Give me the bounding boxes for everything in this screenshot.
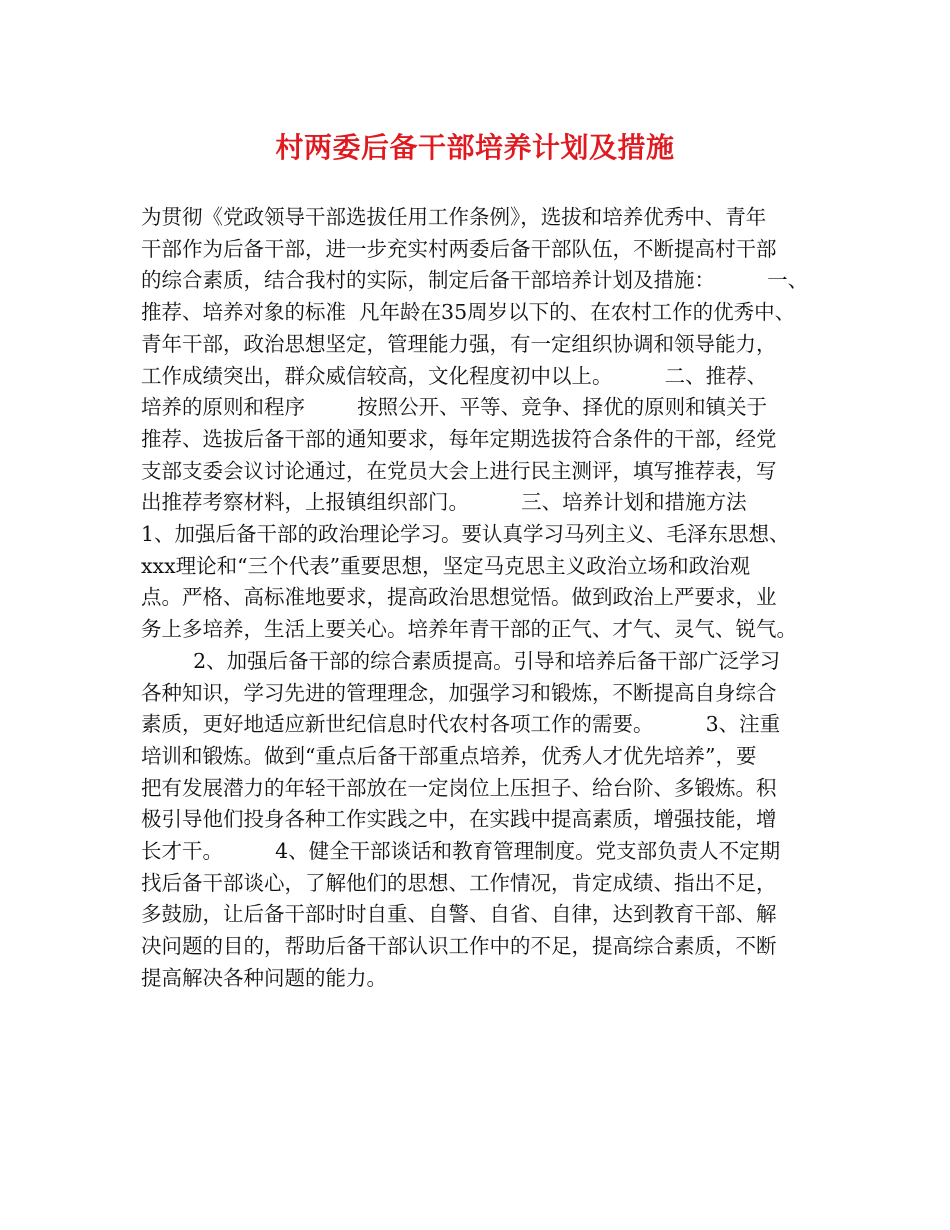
document-body bbox=[141, 202, 831, 995]
body-line: 干部作为后备干部，进一步充实村两委后备干部队伍，不断提高村干部 bbox=[141, 236, 777, 261]
body-line: 2、加强后备干部的综合素质提高。引导和培养后备干部广泛学习 bbox=[141, 648, 781, 673]
body-line: 长才干。 4、健全干部谈话和教育管理制度。党支部负责人不定期 bbox=[141, 839, 781, 864]
body-line: 支部支委会议讨论通过，在党员大会上进行民主测评，填写推荐表，写 bbox=[141, 458, 777, 483]
body-line: 培训和锻炼。做到“重点后备干部重点培养，优秀人才优先培养”，要 bbox=[141, 743, 757, 768]
body-line: 素质，更好地适应新世纪信息时代农村各项工作的需要。 3、注重 bbox=[141, 712, 781, 737]
body-line: 的综合素质，结合我村的实际，制定后备干部培养计划及措施： 一、 bbox=[141, 268, 809, 293]
body-line: 点。严格、高标准地要求，提高政治思想觉悟。做到政治上严要求，业 bbox=[141, 585, 777, 610]
body-line: 找后备干部谈心，了解他们的思想、工作情况，肯定成绩、指出不足， bbox=[141, 870, 777, 895]
body-line: xxx理论和“三个代表”重要思想，坚定马克思主义政治立场和政治观 bbox=[141, 553, 751, 578]
body-line: 极引导他们投身各种工作实践之中，在实践中提高素质，增强技能，增 bbox=[141, 807, 777, 832]
body-line: 推荐、培养对象的标准 凡年龄在35周岁以下的、在农村工作的优秀中、 bbox=[141, 300, 796, 325]
document-title: 村两委后备干部培养计划及措施 bbox=[275, 131, 675, 164]
body-line: 各种知识，学习先进的管理理念，加强学习和锻炼，不断提高自身综合 bbox=[141, 680, 777, 705]
body-line: 1、加强后备干部的政治理论学习。要认真学习马列主义、毛泽东思想、 bbox=[141, 522, 790, 547]
body-line: 青年干部，政治思想坚定，管理能力强，有一定组织协调和领导能力， bbox=[141, 331, 777, 356]
body-line: 务上多培养，生活上要关心。培养年青干部的正气、才气、灵气、锐气。 bbox=[141, 617, 797, 642]
body-line: 多鼓励，让后备干部时时自重、自警、自省、自律，达到教育干部、解 bbox=[141, 902, 777, 927]
body-line: 把有发展潜力的年轻干部放在一定岗位上压担子、给台阶、多锻炼。积 bbox=[141, 775, 777, 800]
body-line: 出推荐考察材料，上报镇组织部门。 三、培养计划和措施方法 bbox=[141, 490, 747, 515]
body-line: 培养的原则和程序 按照公开、平等、竞争、择优的原则和镇关于 bbox=[141, 395, 768, 420]
body-line: 推荐、选拔后备干部的通知要求，每年定期选拔符合条件的干部，经党 bbox=[141, 426, 777, 451]
body-line: 为贯彻《党政领导干部选拔任用工作条例》，选拔和培养优秀中、青年 bbox=[141, 205, 767, 229]
body-line: 决问题的目的，帮助后备干部认识工作中的不足，提高综合素质，不断 bbox=[141, 934, 777, 959]
body-line: 工作成绩突出，群众威信较高，文化程度初中以上。 二、推荐、 bbox=[141, 363, 768, 388]
body-line: 提高解决各种问题的能力。 bbox=[141, 965, 387, 990]
